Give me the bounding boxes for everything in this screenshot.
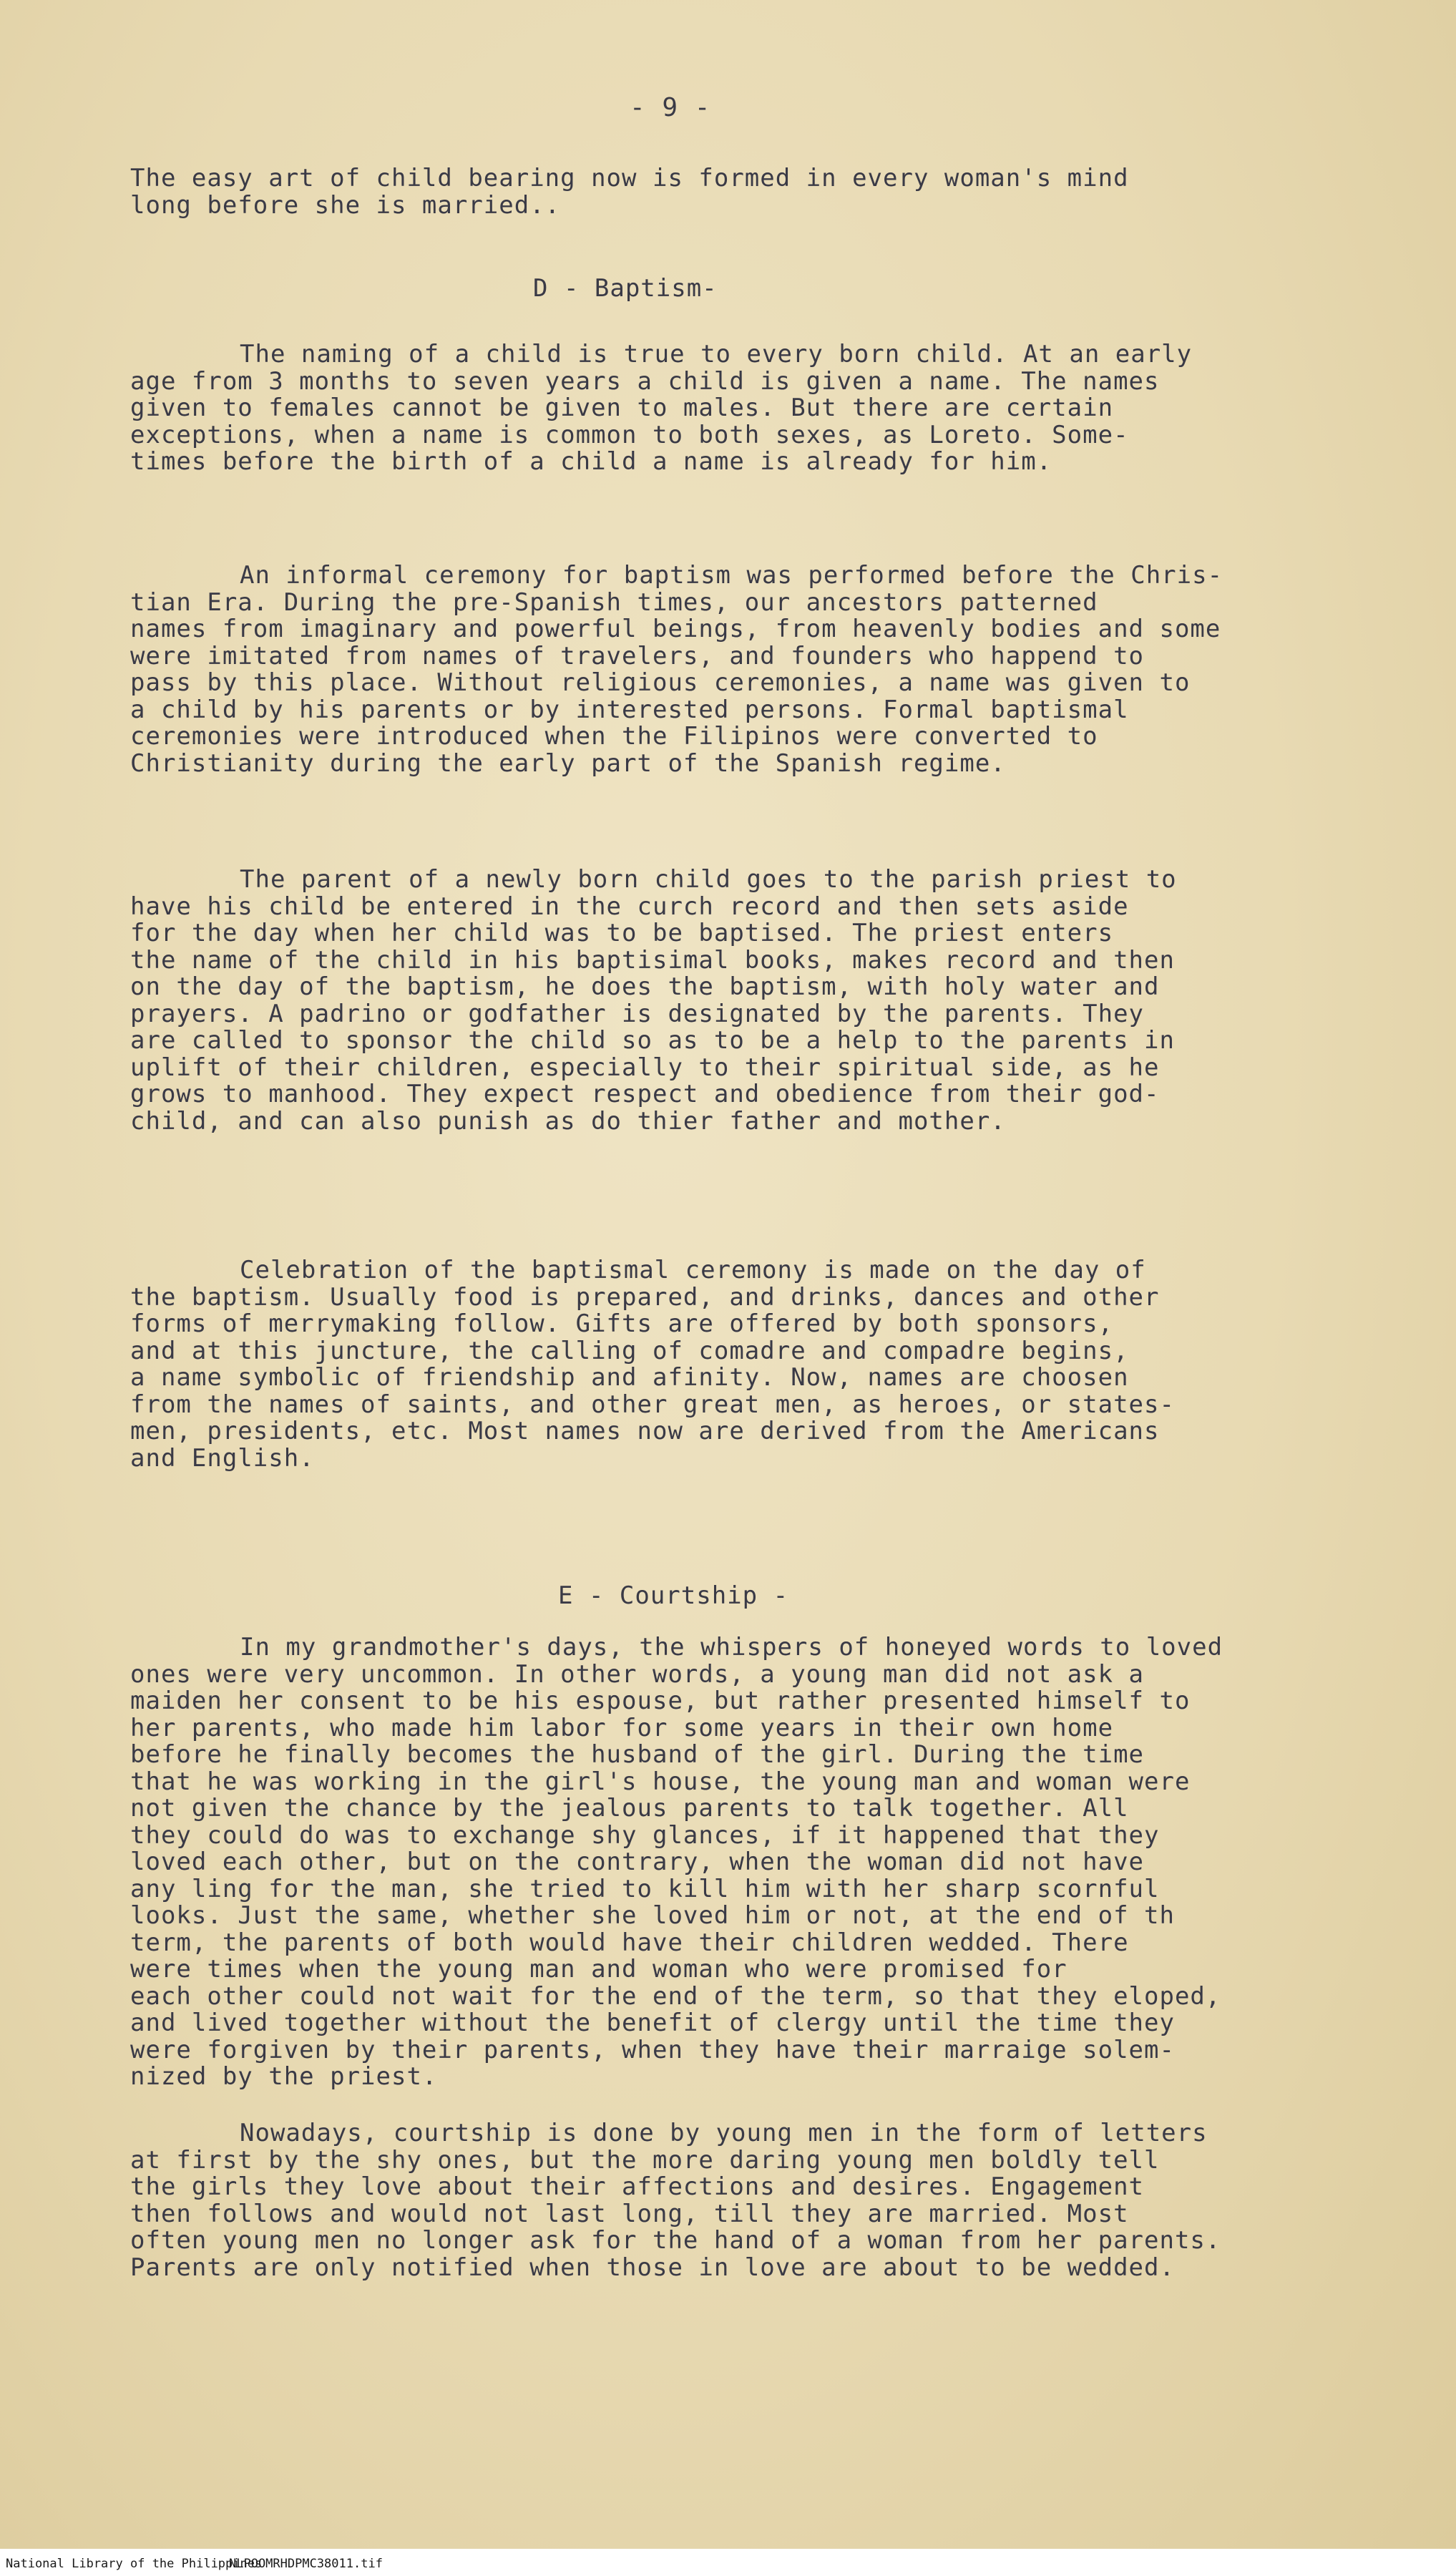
paragraph-line: looks. Just the same, whether she loved him or not, at the end of th (130, 1901, 1175, 1930)
paragraph-line: and English. (130, 1443, 315, 1473)
paragraph-line: for the day when her child was to be baptised. The priest enters (130, 919, 1114, 947)
section-heading-baptism: D - Baptism- (533, 274, 718, 303)
paragraph-line: prayers. A padrino or godfather is designated by the parents. They (130, 999, 1145, 1028)
paragraph-line: the baptism. Usually food is prepared, and drinks, dances and other (130, 1282, 1160, 1312)
paragraph-line: maiden her consent to be his espouse, but rather presented himself to (130, 1687, 1191, 1715)
paragraph-line: Celebration of the baptismal ceremony is made on the day of (240, 1256, 1146, 1284)
paragraph-line: any ling for the man, she tried to kill him with her sharp scornful (130, 1874, 1160, 1903)
paragraph-line: then follows and would not last long, till they are married. Most (130, 2199, 1129, 2228)
paragraph-line: ceremonies were introduced when the Filipinos were converted to (130, 722, 1098, 751)
paragraph-line: child, and can also punish as do thier father and mother. (130, 1106, 1006, 1136)
paragraph-line: uplift of their children, especially to their spiritual side, as he (130, 1053, 1160, 1082)
paragraph-line: often young men no longer ask for the hand of a woman from her parents. (130, 2226, 1221, 2255)
paragraph-line: from the names of saints, and other great men, as heroes, or states- (130, 1390, 1175, 1419)
paragraph-line: times before the birth of a child a name is already for him. (130, 447, 1052, 476)
paragraph-line: The easy art of child bearing now is formed in every woman's mind (130, 164, 1129, 192)
paragraph-line: are called to sponsor the child so as to be a help to the parents in (130, 1026, 1175, 1055)
paragraph-line: a name symbolic of friendship and afinity. Now, names are choosen (130, 1363, 1129, 1392)
paragraph-line: Parents are only notified when those in love are about to be wedded. (130, 2253, 1175, 2282)
paragraph-line: given to females cannot be given to males. But there are certain (130, 394, 1114, 422)
paragraph-line: The naming of a child is true to every born child. At an early (240, 340, 1193, 369)
paragraph-line: at first by the shy ones, but the more daring young men boldly tell (130, 2145, 1160, 2175)
paragraph-line: An informal ceremony for baptism was performed before the Chris- (240, 561, 1223, 590)
paragraph-line: The parent of a newly born child goes to the parish priest to (240, 865, 1177, 894)
paragraph-line: exceptions, when a name is common to both sexes, as Loreto. Some- (130, 420, 1129, 449)
paragraph-line: the name of the child in his baptisimal books, makes record and then (130, 945, 1175, 975)
paragraph-line: the girls they love about their affections and desires. Engagement (130, 2172, 1145, 2201)
paragraph-line: In my grandmother's days, the whispers of honeyed words to loved (240, 1633, 1223, 1662)
footer-file-id: NLPOOMRHDPMC38011.tif (229, 2557, 383, 2571)
paragraph-line: have his child be entered in the curch record and then sets aside (130, 892, 1129, 921)
paragraph-line: Nowadays, courtship is done by young men in the form of letters (240, 2119, 1208, 2147)
paragraph-line: grows to manhood. They expect respect and obedience from their god- (130, 1080, 1160, 1108)
paragraph-line: term, the parents of both would have their children wedded. There (130, 1928, 1129, 1957)
paragraph-line: on the day of the baptism, he does the baptism, with holy water and (130, 972, 1160, 1001)
paragraph-line: forms of merrymaking follow. Gifts are offered by both sponsors, (130, 1309, 1114, 1338)
paragraph-line: pass by this place. Without religious ceremonies, a name was given to (130, 668, 1191, 697)
paragraph-line: men, presidents, etc. Most names now are derived from the Americans (130, 1417, 1160, 1445)
paragraph-line: a child by his parents or by interested persons. Formal baptismal (130, 695, 1129, 724)
footer-institution: National Library of the Philippines (6, 2557, 263, 2571)
paragraph-line: each other could not wait for the end of the term, so that they eloped, (130, 1981, 1221, 2011)
paragraph-line: were forgiven by their parents, when they have their marraige solem- (130, 2035, 1175, 2064)
paragraph-line: were imitated from names of travelers, and founders who happend to (130, 641, 1145, 670)
paragraph-line: and lived together without the benefit of clergy until the time they (130, 2009, 1175, 2037)
paragraph-line: not given the chance by the jealous parents to talk together. All (130, 1794, 1129, 1823)
paragraph-line: they could do was to exchange shy glances, if it happened that they (130, 1820, 1160, 1850)
paragraph-line: that he was working in the girl's house, the young man and woman were (130, 1767, 1191, 1796)
paragraph-line: names from imaginary and powerful beings, from heavenly bodies and some (130, 615, 1221, 643)
paragraph-line: Christianity during the early part of the Spanish regime. (130, 748, 1006, 778)
paragraph-line: tian Era. During the pre-Spanish times, our ancestors patterned (130, 587, 1098, 617)
paragraph-line: age from 3 months to seven years a child is given a name. The names (130, 366, 1160, 396)
paragraph-line: her parents, who made him labor for some years in their own home (130, 1713, 1114, 1742)
paragraph-line: loved each other, but on the contrary, when the woman did not have (130, 1848, 1145, 1876)
paragraph-line: nized by the priest. (130, 2062, 438, 2091)
paragraph-line: were times when the young man and woman who were promised for (130, 1955, 1067, 1984)
section-heading-courtship: E - Courtship - (558, 1581, 789, 1610)
paragraph-line: long before she is married.. (130, 190, 561, 220)
page-number: - 9 - (630, 93, 711, 122)
paragraph-line: and at this juncture, the calling of comadre and compadre begins, (130, 1336, 1129, 1365)
paragraph-line: ones were very uncommon. In other words, a young man did not ask a (130, 1659, 1145, 1689)
paragraph-line: before he finally becomes the husband of the girl. During the time (130, 1740, 1145, 1769)
